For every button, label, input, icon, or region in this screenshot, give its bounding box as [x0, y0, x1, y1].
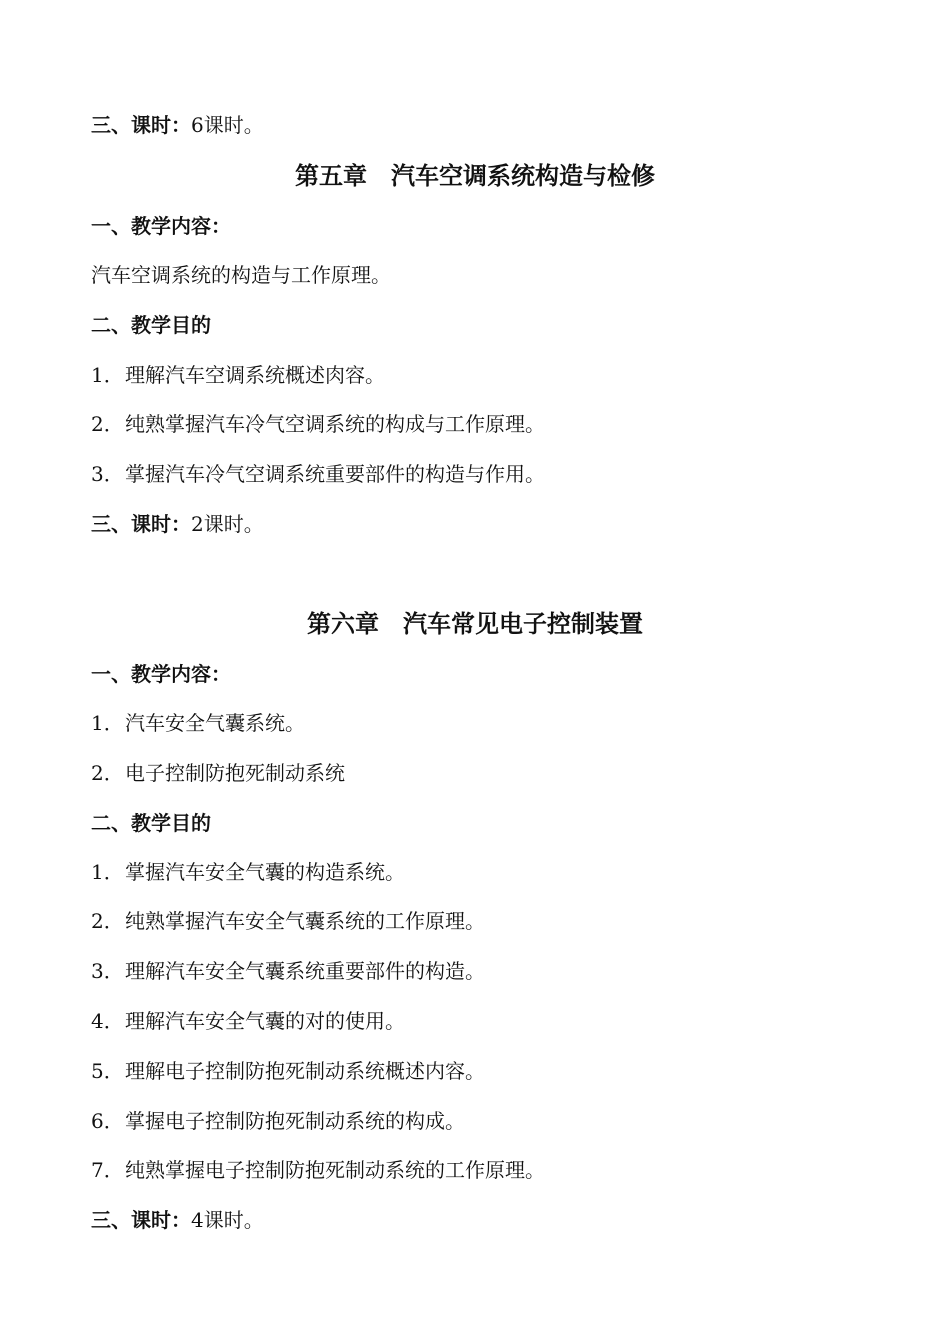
chapter6-content-heading: 一、教学内容： — [91, 662, 231, 686]
list-text: 理解汽车安全气囊的对的使用。 — [125, 1009, 405, 1033]
chapter6-goal-item — [91, 1058, 485, 1084]
hours-label: 三、课时： — [91, 1208, 191, 1232]
chapter6-hours-line — [91, 1207, 264, 1233]
list-text: 纯熟掌握汽车安全气囊系统的工作原理。 — [125, 909, 485, 933]
chapter6-content-item — [91, 710, 305, 736]
chapter6-goal-item — [91, 1008, 405, 1034]
chapter6-title — [0, 609, 950, 639]
list-number: 4． — [91, 1009, 124, 1033]
list-text: 掌握电子控制防抱死制动系统的构成。 — [125, 1109, 465, 1133]
list-number: 1． — [91, 860, 124, 884]
chapter6-goal-item — [91, 859, 405, 885]
chapter5-goals-heading: 二、教学目的 — [91, 313, 211, 337]
list-text: 掌握汽车安全气囊的构造系统。 — [125, 860, 405, 884]
list-text: 掌握汽车冷气空调系统重要部件的构造与作用。 — [125, 462, 545, 486]
chapter5-goal-item — [91, 411, 545, 437]
chapter5-content: 汽车空调系统的构造与工作原理。 — [91, 263, 391, 287]
chapter6-goal-item — [91, 1157, 545, 1183]
chapter6-goal-item — [91, 958, 485, 984]
hours-value: 6课时。 — [191, 113, 264, 137]
chapter5-title-text: 汽车空调系统构造与检修 — [391, 161, 655, 190]
chapter5-hours-line — [91, 511, 264, 537]
chapter6-title-text: 汽车常见电子控制装置 — [403, 609, 643, 638]
chapter5-goal-item — [91, 461, 545, 487]
list-text: 纯熟掌握汽车冷气空调系统的构成与工作原理。 — [125, 412, 545, 436]
list-number: 3． — [91, 462, 124, 486]
list-number: 7． — [91, 1158, 124, 1182]
chapter6-goals-heading: 二、教学目的 — [91, 811, 211, 835]
chapter6-title-num: 第六章 — [307, 609, 379, 638]
list-text: 理解汽车空调系统概述肉容。 — [125, 363, 385, 387]
chapter5-title — [0, 161, 950, 191]
chapter6-goal-item — [91, 1108, 465, 1134]
hours-label: 三、课时： — [91, 512, 191, 536]
list-number: 2． — [91, 909, 124, 933]
list-text: 汽车安全气囊系统。 — [125, 711, 305, 735]
top-hours-line — [91, 112, 264, 138]
list-text: 电子控制防抱死制动系统 — [125, 761, 345, 785]
list-number: 5． — [91, 1059, 124, 1083]
hours-value: 4课时。 — [191, 1208, 264, 1232]
list-text: 理解汽车安全气囊系统重要部件的构造。 — [125, 959, 485, 983]
chapter5-goal-item — [91, 362, 385, 388]
list-number: 6． — [91, 1109, 124, 1133]
hours-value: 2课时。 — [191, 512, 264, 536]
list-text: 纯熟掌握电子控制防抱死制动系统的工作原理。 — [125, 1158, 545, 1182]
list-number: 2． — [91, 412, 124, 436]
list-number: 1． — [91, 711, 124, 735]
list-number: 1． — [91, 363, 124, 387]
chapter5-content-heading: 一、教学内容： — [91, 214, 231, 238]
list-text: 理解电子控制防抱死制动系统概述内容。 — [125, 1059, 485, 1083]
chapter5-title-num: 第五章 — [295, 161, 367, 190]
chapter6-content-item — [91, 760, 345, 786]
list-number: 3． — [91, 959, 124, 983]
hours-label: 三、课时： — [91, 113, 191, 137]
chapter6-goal-item — [91, 908, 485, 934]
list-number: 2． — [91, 761, 124, 785]
